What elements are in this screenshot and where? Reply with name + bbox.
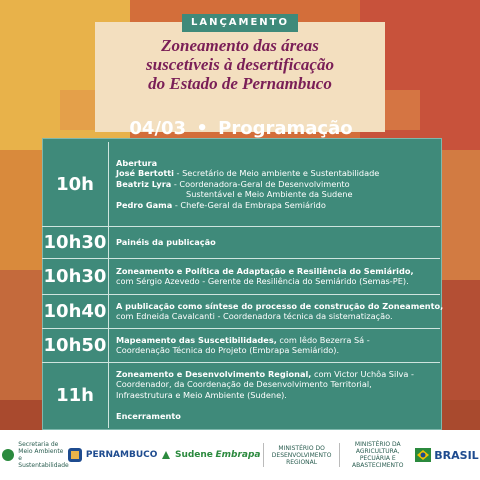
bullet-separator: • [196, 118, 208, 139]
schedule-row [42, 258, 440, 295]
schedule-time: 10h30 [43, 265, 107, 287]
plain-text: Sustentável e Meio Ambiente da Sudene [186, 189, 353, 200]
bold-text: Painéis da publicação [116, 236, 216, 247]
description-line [116, 379, 434, 390]
schedule-time: 10h40 [43, 300, 107, 322]
schedule-description [116, 142, 434, 226]
schedule-row [42, 294, 444, 329]
schedule-description [116, 362, 434, 428]
bold-text: Mapeamento das Suscetibilidades, [116, 334, 277, 345]
plain-text: com Iêdo Bezerra Sá - [276, 334, 370, 345]
bold-text: Zoneamento e Desenvolvimento Regional, [116, 368, 312, 379]
schedule-time: 10h30 [43, 231, 107, 253]
bold-text: Beatriz Lyra [116, 178, 172, 189]
semas-logo: Secretaria de Meio Ambiente e Sustentabilidade [1, 441, 64, 469]
description-line [116, 345, 434, 356]
description-line [116, 390, 434, 401]
title-line: suscetíveis à desertificação [146, 55, 334, 74]
bold-text: Encerramento [116, 410, 181, 421]
sponsor-footer [0, 430, 480, 480]
description-line [116, 237, 434, 248]
bold-text: José Bertotti [116, 168, 174, 179]
description-line [116, 411, 434, 422]
schedule-row [42, 226, 440, 259]
sudene-mark-icon [160, 449, 172, 461]
plain-text: com Edneida Cavalcanti - Coordenadora técnica da sistematização. [116, 311, 393, 321]
program-label: Programação [218, 118, 353, 139]
pernambuco-logo: PERNAMBUCO [67, 447, 158, 463]
schedule-time: 10h50 [43, 334, 107, 356]
schedule-description [116, 294, 444, 328]
title-line: Zoneamento das áreas [161, 36, 319, 55]
plain-text: - Chefe-Geral da Embrapa Semiárido [172, 199, 326, 210]
mapa-logo: MINISTÉRIO DA AGRICULTURA, PECUÁRIA E ABASTECIMENTO [352, 441, 404, 469]
event-title [95, 36, 385, 93]
schedule-row [42, 362, 440, 428]
schedule-description [116, 258, 434, 294]
schedule-time: 11h [56, 384, 94, 406]
description-line [116, 266, 434, 277]
plain-text: Coordenação Técnica do Projeto (Embrapa Semiárido). [116, 345, 340, 355]
description-line [116, 335, 434, 346]
description-line [116, 300, 444, 312]
bold-text: Zoneamento e Política de Adaptação e Resiliência do Semiárido, [116, 265, 414, 276]
description-line [116, 200, 434, 211]
description-line [116, 179, 434, 190]
plain-text: com Sérgio Azevedo - Gerente de Resiliência do Semiárido (Semas-PE). [116, 276, 409, 286]
schedule-row [42, 328, 440, 363]
plain-text: - Coordenadora-Geral de Desenvolvimento [171, 178, 350, 189]
sudene-logo: Sudene [160, 449, 213, 461]
description-line [116, 168, 434, 179]
plain-text: Infraestrutura e Meio Ambiente (Sudene). [116, 389, 287, 400]
description-line [116, 158, 434, 169]
pernambuco-crest-icon [67, 447, 83, 463]
description-line [116, 276, 434, 287]
plain-text: Coordenador, da Coordenação de Desenvolvimento Territorial, [116, 379, 372, 390]
description-line [116, 311, 434, 322]
mdr-logo: MINISTÉRIO DO DESENVOLVIMENTO REGIONAL [271, 444, 332, 466]
schedule-description [116, 328, 434, 362]
title-line: do Estado de Pernambuco [148, 74, 332, 93]
plain-text: - Secretário de Meio ambiente e Sustentabilidade [173, 168, 380, 179]
brasil-flag-icon [415, 448, 431, 462]
semas-emblem-icon [1, 448, 15, 462]
bold-text: Abertura [116, 157, 158, 168]
description-line [116, 189, 434, 200]
date-heading [42, 118, 440, 139]
embrapa-logo: Embrapa [215, 450, 261, 460]
description-line [116, 369, 434, 380]
brasil-logo: BRASIL [415, 448, 478, 462]
event-date: 04/03 [129, 118, 187, 139]
plain-text: com Victor Uchôa Silva - [311, 368, 414, 379]
description-line [116, 400, 434, 411]
launch-tag: LANÇAMENTO [182, 14, 298, 32]
schedule-time: 10h [56, 173, 94, 195]
bold-text: Pedro Gama [116, 199, 173, 210]
schedule-description [116, 226, 434, 258]
schedule-row [42, 142, 440, 227]
bold-text: A publicação como síntese do processo de construção do Zoneamento, [116, 300, 444, 311]
